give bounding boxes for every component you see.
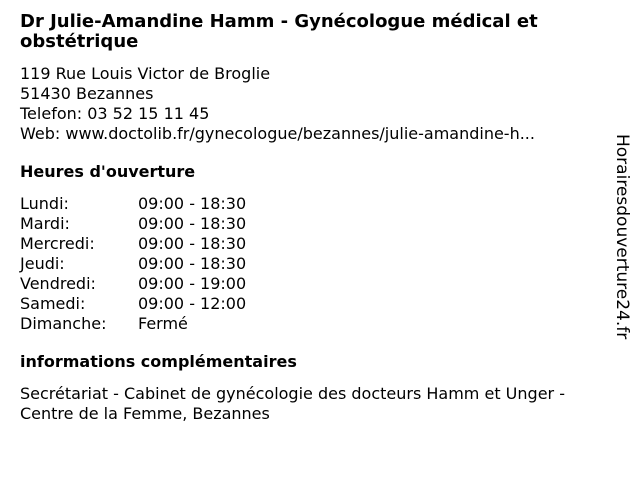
hours-row-samedi: [20, 294, 610, 314]
day-label: Samedi:: [20, 294, 86, 313]
day-label: Mardi:: [20, 214, 70, 233]
opening-hours-heading: Heures d'ouverture: [20, 162, 196, 181]
time-value: Fermé: [138, 314, 188, 333]
brand-watermark: Horairesdouverture24.fr: [612, 134, 632, 340]
time-value: 09:00 - 18:30: [138, 234, 247, 253]
time-value: 09:00 - 18:30: [138, 194, 247, 213]
phone-number: Telefon: 03 52 15 11 45: [20, 104, 210, 123]
page-title: Dr Julie-Amandine Hamm - Gynécologue médical et obstétrique: [20, 11, 538, 52]
hours-row-lundi: [20, 194, 610, 214]
day-label: Dimanche:: [20, 314, 107, 333]
hours-row-mardi: [20, 214, 610, 234]
hours-row-vendredi: [20, 274, 610, 294]
city-address: 51430 Bezannes: [20, 84, 154, 103]
time-value: 09:00 - 18:30: [138, 214, 247, 233]
time-value: 09:00 - 19:00: [138, 274, 247, 293]
additional-info-heading: informations complémentaires: [20, 352, 297, 371]
contact-block: [20, 64, 610, 144]
day-label: Jeudi:: [20, 254, 65, 273]
website-link[interactable]: Web: www.doctolib.fr/gynecologue/bezannes/julie-amandine-h...: [20, 124, 535, 143]
opening-hours-list: [20, 194, 610, 334]
hours-row-dimanche: [20, 314, 610, 334]
business-card: [20, 12, 610, 424]
time-value: 09:00 - 12:00: [138, 294, 247, 313]
day-label: Vendredi:: [20, 274, 96, 293]
day-label: Mercredi:: [20, 234, 95, 253]
street-address: 119 Rue Louis Victor de Broglie: [20, 64, 271, 83]
time-value: 09:00 - 18:30: [138, 254, 247, 273]
day-label: Lundi:: [20, 194, 69, 213]
additional-info-text: Secrétariat - Cabinet de gynécologie des docteurs Hamm et Unger - Centre de la Femme, Bezannes: [20, 384, 565, 423]
hours-row-jeudi: [20, 254, 610, 274]
hours-row-mercredi: [20, 234, 610, 254]
